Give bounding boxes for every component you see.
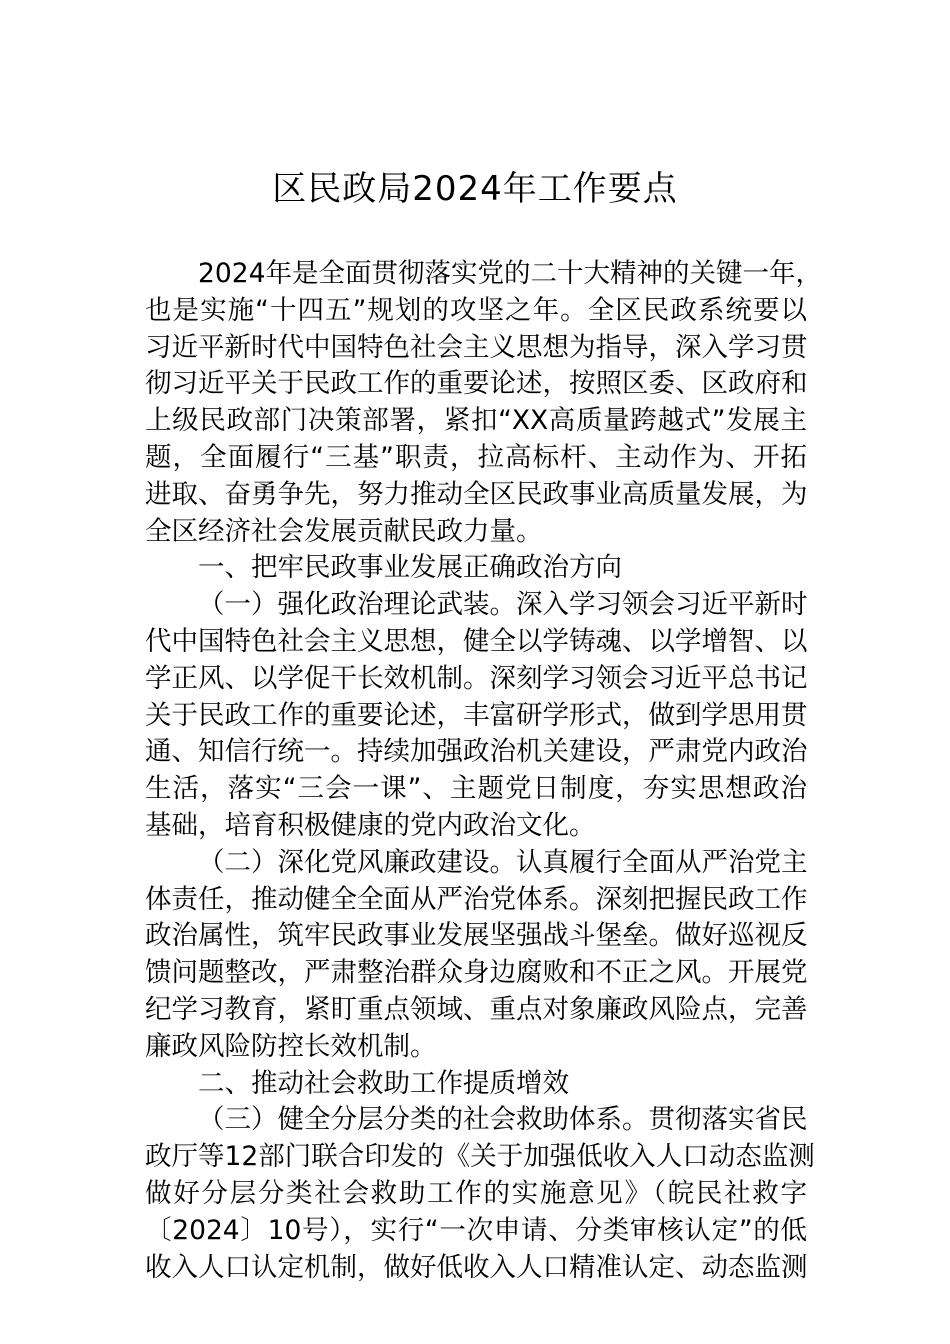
paragraph-line: 馈问题整改，严肃整治群众身边腐败和不正之风。开展党 <box>145 957 808 989</box>
section-heading: 二、推动社会救助工作提质增效 <box>198 1067 569 1099</box>
paragraph-line: 学正风、以学促干长效机制。深刻学习领会习近平总书记 <box>145 662 808 694</box>
document-body <box>145 256 822 1286</box>
paragraph-line: 政厅等12部门联合印发的《关于加强低收入人口动态监测 <box>145 1141 815 1173</box>
paragraph-line: 上级民政部门决策部署，紧扣“XX高质量跨越式”发展主 <box>145 405 807 437</box>
paragraph-line: （一）强化政治理论武装。深入学习领会习近平新时 <box>198 589 808 621</box>
paragraph-line: （二）深化党风廉政建设。认真履行全面从严治党主 <box>198 846 808 878</box>
paragraph-line: 2024年是全面贯彻落实党的二十大精神的关键一年， <box>198 258 822 289</box>
paragraph-line: 彻习近平关于民政工作的重要论述，按照区委、区政府和 <box>145 368 808 400</box>
paragraph-line: 纪学习教育，紧盯重点领域、重点对象廉政风险点，完善 <box>145 993 808 1025</box>
section-heading: 一、把牢民政事业发展正确政治方向 <box>198 552 622 584</box>
paragraph-line: 〔2024〕10号），实行“一次申请、分类审核认定”的低 <box>145 1214 807 1246</box>
paragraph-line: 生活，落实“三会一课”、主题党日制度，夯实思想政治 <box>145 773 807 805</box>
document-title: 区民政局2024年工作要点 <box>272 169 678 209</box>
paragraph-line: 习近平新时代中国特色社会主义思想为指导，深入学习贯 <box>145 331 808 363</box>
paragraph-line: 通、知信行统一。持续加强政治机关建设，严肃党内政治 <box>145 736 808 768</box>
paragraph-line: 也是实施“十四五”规划的攻坚之年。全区民政系统要以 <box>145 294 807 326</box>
paragraph-line: 廉政风险防控长效机制。 <box>145 1030 437 1062</box>
paragraph-line: 基础，培育积极健康的党内政治文化。 <box>145 809 596 841</box>
paragraph-line: 题，全面履行“三基”职责，拉高标杆、主动作为、开拓 <box>145 441 807 473</box>
paragraph-line: 收入人口认定机制，做好低收入人口精准认定、动态监测 <box>145 1251 808 1283</box>
paragraph-line: 关于民政工作的重要论述，丰富研学形式，做到学思用贯 <box>145 699 808 731</box>
paragraph-line: 做好分层分类社会救助工作的实施意见》（皖民社救字 <box>145 1177 807 1209</box>
paragraph-line: 全区经济社会发展贡献民政力量。 <box>145 515 543 547</box>
paragraph-line: （三）健全分层分类的社会救助体系。贯彻落实省民 <box>198 1104 808 1136</box>
paragraph-line: 进取、奋勇争先，努力推动全区民政事业高质量发展，为 <box>145 478 808 510</box>
paragraph-line: 代中国特色社会主义思想，健全以学铸魂、以学增智、以 <box>145 625 808 657</box>
paragraph-line: 体责任，推动健全全面从严治党体系。深刻把握民政工作 <box>145 883 808 915</box>
paragraph-line: 政治属性，筑牢民政事业发展坚强战斗堡垒。做好巡视反 <box>145 920 808 952</box>
